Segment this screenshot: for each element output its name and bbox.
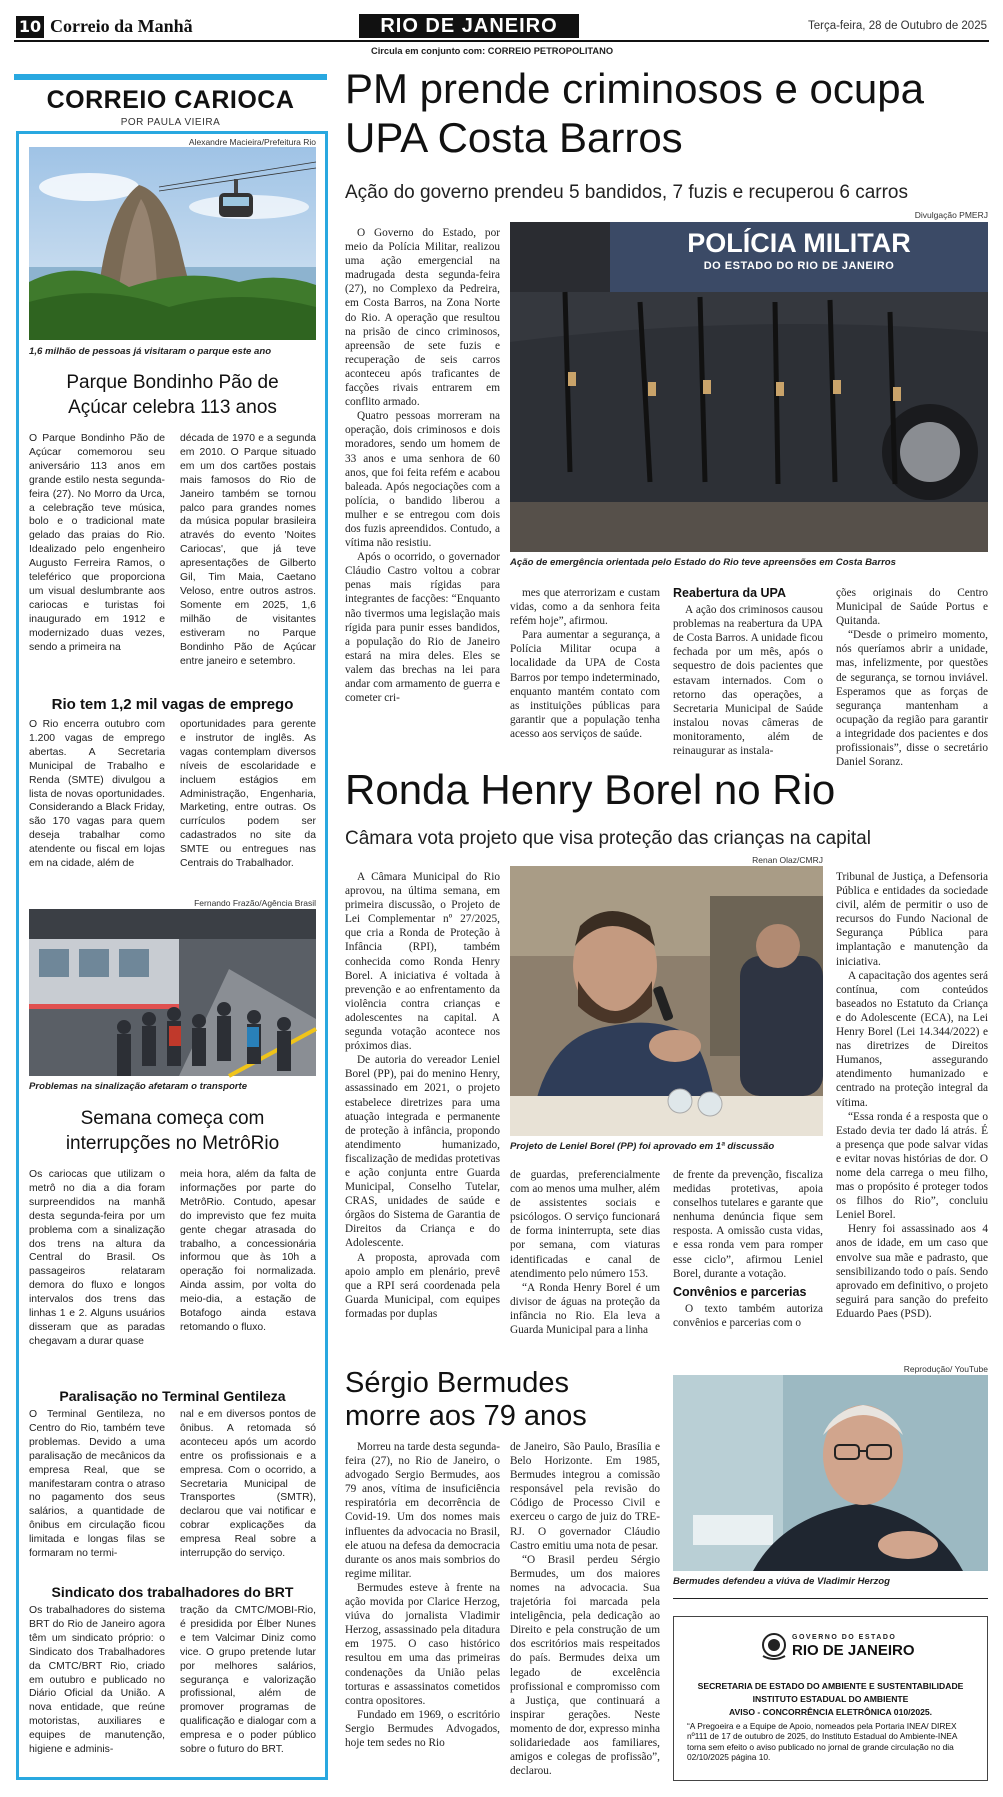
gov-name: RIO DE JANEIRO <box>792 1642 915 1659</box>
lead-subhead: Ação do governo prendeu 5 bandidos, 7 fuzis e recuperou 6 carros <box>345 182 908 203</box>
sergio-bermudes-image <box>673 1375 988 1571</box>
article-column: de Janeiro, São Paulo, Brasília e Belo Horizonte. Em 1985, Bermudes integrou a comissão responsável pela revisão do Código de Processo Civil e exerceu o cargo de juiz do TRE-RJ. O governador Cláudio Castro emitiu uma nota de pesar. “O Brasil perdeu Sérgio Bermudes, um dos maiores nomes na advocacia. Sua trajetória foi marcada pela inteligência, pela dedicação ao Direito e pela construção de um dos escritórios mais respeitados do país. Bermudes deixa um legado de excelência profissional e compromisso com a Justiça, que continuará a inspirar gerações. Neste momento de dor, expresso minha solidariedade aos familiares, amigos e colegas de profissão”, declarou. <box>510 1441 660 1778</box>
photo-credit: Fernando Frazão/Agência Brasil <box>194 898 316 908</box>
photo-caption: Ação de emergência orientada pelo Estado do Rio teve apreensões em Costa Barros <box>510 557 897 568</box>
story-body: tração da CMTC/MOBI-Rio, é presidida por Élber Nunes e tem Valcimar Diniz como vice. O grupo pretende lutar por melhores salários, segurança e valorização profissional, além de promover programas de qualificação e dialogar com a empresa e o poder público sobre o futuro do BRT. <box>180 1605 316 1756</box>
circulation-note: Circula em conjunto com: CORREIO PETROPOLITANO <box>371 46 614 56</box>
story-body: meia hora, além da falta de informações por parte do MetrôRio. Contudo, apesar do imprevisto que fez muita gente chegar atrasada do trabalho, a concessionária informou que às 10h a operação foi normalizada. Ainda assim, por volta do meio-dia, a estação de Botafogo ainda estava retomando o fluxo. <box>180 1169 316 1333</box>
metro-photo <box>29 909 316 1076</box>
story-body: oportunidades para gerente e instrutor de inglês. As vagas contemplam diversos níveis de escolaridade e incluem estágios em Administração, Engenharia, Marketing, entre outras. Os currículos podem ser cadastrados no site da SMTE ou entregues nas Centrais do Trabalhador. <box>180 719 316 870</box>
ad-line: AVISO - CONCORRÊNCIA ELETRÔNICA 010/2025. <box>728 1707 933 1717</box>
story-headline: Paralisação no Terminal Gentileza <box>59 1388 286 1404</box>
sidebar-title: CORREIO CARIOCA <box>46 86 295 114</box>
banner-text: POLÍCIA MILITAR <box>687 228 911 258</box>
photo-caption: Bermudes defendeu a viúva de Vladimir Herzog <box>673 1576 890 1587</box>
article-column: O Governo do Estado, por meio da Polícia Militar, realizou uma ação emergencial na madrugada desta segunda-feira (27), no Complexo da Pedreira, em Costa Barros, na Zona Norte do Rio. A operação que resultou na prisão de cinco criminosos, apreensão de sete fuzis e recuperação de seis carros aconteceu após traficantes de facções rivais entrarem em conflito armado. Quatro pessoas morreram na operação, dois criminosos e dois moradores, sendo um homem de 33 anos e uma senhora de 60 anos, que foi feita refém e acabou baleada. Após negociações com a polícia, o bandido liberou a mulher e se entregou com dois dos fuzis apreendidos. Contudo, a vítima não resistiu. Após o ocorrido, o governador Cláudio Castro voltou a cobrar penas mais rígidas para integrantes de facções: “Enquanto não tivermos uma legislação mais rígida para punir esses bandidos, a população do Rio de Janeiro estará na mira deles. Eles se valem das brechas na lei para andar com armamento de guerra e cometer cri- <box>345 227 500 705</box>
photo-credit: Alexandre Macieira/Prefeitura Rio <box>188 137 316 147</box>
sidebar-byline: POR PAULA VIEIRA <box>120 117 221 128</box>
story-body: década de 1970 e a segunda em 2010. O Parque situado em um dos cartões postais mais famosos do Rio de Janeiro também se tornou palco para grandes nomes da música popular brasileira através do evento 'Noites Cariocas', que já teve apresentações de Gilberto Gil, Tim Maia, Caetano Veloso, entre outros astros. Somente em 2025, 1,6 milhão de visitantes estiveram no Parque Bondinho Pão de Açúcar entre janeiro e setembro. <box>180 433 316 667</box>
ad-body: “A Pregoeira e a Equipe de Apoio, nomeados pela Portaria INEA/ DIREX nº111 de 17 de outubro de 2025, do Instituto Estadual do Ambiente-INEA torna sem efeito o aviso publicado no jornal de grande circulação no dia 02/10/2025 página 10. <box>687 1721 958 1763</box>
lead-headline: PM prende criminosos e ocupa UPA Costa Barros <box>345 65 924 161</box>
sugarloaf-cablecar-image <box>29 147 316 340</box>
story-headline: Parque Bondinho Pão de Açúcar celebra 113 anos <box>66 372 279 418</box>
masthead-rule <box>14 40 989 42</box>
story-body: O Rio encerra outubro com 1.200 vagas de emprego abertas. A Secretaria Municipal de Trabalho e Renda (SMTE) divulgou a lista de novas oportunidades. Considerando a Black Friday, são 170 vagas para quem deseja trabalhar como atendente ou fiscal em lojas em na cidade, além de <box>29 719 165 870</box>
ad-top-rule <box>673 1598 988 1599</box>
lead-headline: Sérgio Bermudes morre aos 79 anos <box>345 1367 587 1432</box>
issue-date: Terça-feira, 28 de Outubro de 2025 <box>807 20 987 32</box>
article-column: de guardas, preferencialmente com ao menos uma mulher, além de assistentes sociais e psicólogos. O serviço funcionará de forma ininterrupta, sete dias por semana, com viaturas identificadas e canal de atendimento pelo número 153. “A Ronda Henry Borel é um divisor de águas na proteção da infância no Rio. Ela leva a Guarda Municipal para a linha <box>510 1169 660 1337</box>
story-body: O Parque Bondinho Pão de Açúcar comemorou seu aniversário 113 anos em grande estilo nesta segunda-feira (27). No Morro da Urca, a celebração teve música, bolo e o tradicional mate gelado das praias do Rio. Idealizado pelo engenheiro Augusto Ferreira Ramos, o teleférico que proporciona um visual deslumbrante aos cariocas e turistas foi inaugurado em 1912 e modernizado duas vezes, sendo a primeira na <box>29 433 165 653</box>
story-body: Os trabalhadores do sistema BRT do Rio de Janeiro agora têm um sindicato próprio: o Sindicato dos Trabalhadores da CMTC/BRT Rio, criado em outubro e publicado no Diário Oficial da União. A nova entidade, que reúne motoristas, auxiliares e equipes de manutenção, higiene e adminis- <box>29 1605 165 1756</box>
metro-platform-image <box>29 909 316 1076</box>
photo-caption: Problemas na sinalização afetaram o transporte <box>29 1081 248 1092</box>
article-column: mes que aterrorizam e custam vidas, como a da senhora feita refém hoje”, afirmou. Para aumentar a segurança, a Polícia Militar ocupa a localidade da UPA de Costa Barros por tempo indeterminado, enquanto mantém contato com as instituições públicas para garantir que a população tenha acesso aos serviços de saúde. <box>510 587 660 740</box>
photo-credit: Reprodução/ YouTube <box>903 1364 988 1374</box>
state-coat-of-arms-icon <box>760 1632 788 1662</box>
ad-line: SECRETARIA DE ESTADO DO AMBIENTE E SUSTENTABILIDADE <box>697 1681 964 1691</box>
story-body: nal e em diversos pontos de ônibus. A retomada só aconteceu após um acordo entre os profissionais e a empresa. Com o ocorrido, a Secretaria Municipal de Transportes (SMTR), declarou que vai notificar e cobrar explicações da empresa Real sobre a interrupção do serviço. <box>180 1409 316 1560</box>
article-column: A Câmara Municipal do Rio aprovou, na última semana, em primeira discussão, o Projeto de Lei Complementar nº 27/2025, que cria a Ronda de Proteção à Infância (RPI), também conhecida como Ronda Henry Borel. A iniciativa é voltada à prevenção e ao enfrentamento da violência contra crianças e adolescentes na capital. A segunda votação acontece nos próximos dias. De autoria do vereador Leniel Borel (PP), pai do menino Henry, assassinado em 2021, o projeto estabelece diretrizes para uma atuação integrada e permanente de proteção à infância, propondo atendimento humanizado, fiscalização de medidas protetivas e ação conjunta entre Guarda Municipal, Conselho Tutelar, CRAS, unidades de saúde e órgãos do Sistema de Garantia de Direitos da Criança e do Adolescente. A proposta, aprovada com apoio amplo em plenário, prevê que a RPI será coordenada pela Guarda Municipal, com equipes formadas por duplas <box>345 871 500 1320</box>
section-subhead: Reabertura da UPA <box>673 586 786 600</box>
section-label: RIO DE JANEIRO <box>359 14 579 38</box>
story-headline: Semana começa com interrupções no MetrôRio <box>65 1108 280 1154</box>
gov-label: GOVERNO DO ESTADO <box>792 1634 897 1641</box>
story-headline: Rio tem 1,2 mil vagas de emprego <box>51 696 294 713</box>
masthead <box>14 12 989 42</box>
ad-line: INSTITUTO ESTADUAL DO AMBIENTE <box>752 1694 909 1704</box>
lead-headline: Ronda Henry Borel no Rio <box>345 766 836 813</box>
public-notice-ad <box>673 1616 988 1781</box>
banner-text: DO ESTADO DO RIO DE JANEIRO <box>703 260 895 272</box>
article-column: Morreu na tarde desta segunda-feira (27), no Rio de Janeiro, o advogado Sergio Bermudes, aos 79 anos, vítima de insuficiência respiratória em decorrência de Covid-19. Um dos nomes mais influentes da advocacia no Brasil, ele atuou na defesa da democracia durante os anos mais sombrios do regime militar. Bermudes esteve à frente na ação movida por Clarice Herzog, viúva do jornalista Vladimir Herzog, assassinado pela ditadura em 1975. O caso histórico resultou em uma das primeiras condenações da União pelas torturas e assassinatos cometidos contra opositores. Fundado em 1969, o escritório Sergio Bermudes Advogados, hoje tem sedes no Rio <box>345 1441 500 1749</box>
paper-name: Correio da Manhã <box>50 16 193 36</box>
leniel-borel-image <box>510 866 823 1136</box>
story-body: O Terminal Gentileza, no Centro do Rio, também teve problemas. Devido a uma paralisação de mecânicos da empresa Real, que se manifestaram contra o atraso no pagamento dos seus salários, a quantidade de ônibus em circulação ficou limitada e longas filas se formaram no termi- <box>29 1409 165 1560</box>
story-headline: Sindicato dos trabalhadores do BRT <box>51 1584 294 1600</box>
article-column: Tribunal de Justiça, a Defensoria Pública e entidades da sociedade civil, além de permitir o uso de recursos do Fundo Nacional de Segurança Pública para implantação e manutenção da iniciativa. A capacitação dos agentes será contínua, com conteúdos baseados no Estatuto da Criança e do Adolescente (ECA), na Lei Henry Borel (Lei 14.344/2022) e nas diretrizes de Direitos Humanos, assegurando atendimento humanizado e centrado na proteção integral da vítima. “Essa ronda é a resposta que o Estado devia ter dado lá atrás. É a presença que pode salvar vidas e evitar novas histórias de dor. O nome dela carrega o meu filho, mas o propósito é proteger todos os filhos do Rio”, concluiu Leniel Borel. Henry foi assassinado aos 4 anos de idade, em um caso que envolve sua mãe e padrasto, que sensibilizando todo o país. Sendo aprovado em definitivo, o projeto seguirá para sanção do prefeito Eduardo Paes (PSD). <box>836 871 988 1320</box>
article-column: Reabertura da UPA A ação dos criminosos causou problemas na reabertura da UPA de Costa Barros. A unidade ficou fechada por um mês, após o sequestro de dois pacientes que estavam internados. Com o retorno das operações, a Secretaria Municipal de Saúde instalou novas câmeras de monitoramento, além de reinaugurar as instala- <box>673 586 823 758</box>
council-photo <box>510 866 823 1136</box>
article-column: de frente da prevenção, fiscaliza medidas protetivas, apoia conselhos tutelares e garante que nenhuma denúncia fique sem resposta. A omissão custa vidas, e essa ronda vem para romper esse ciclo”, afirmou Leniel Borel, durante a votação. Convênios e parcerias O texto também autoriza convênios e parcerias com o <box>673 1169 823 1329</box>
bermudes-photo <box>673 1375 988 1571</box>
article-column: ções originais do Centro Municipal de Saúde Portus e Quitanda. “Desde o primeiro momento, nós queríamos abrir a unidade, mas, infelizmente, por questões de segurança, se tornou inviável. Esperamos que as forças de segurança mantenham a ocupação da região para garantir a integridade dos pacientes e dos profissionais”, disse o secretário Daniel Soranz. <box>836 587 988 769</box>
photo-credit: Renan Olaz/CMRJ <box>752 855 823 865</box>
story-body: Os cariocas que utilizam o metrô no dia a dia foram surpreendidos na manhã desta segunda-feira por um problema com a sinalização dos trens na altura da Central do Brasil. Os passageiros relataram demora do fluxo e longos intervalos dos trens das linhas 1 e 2. Alguns usuários disseram que as paradas chegavam a durar quase <box>29 1169 165 1347</box>
page-number: 10 <box>16 16 44 38</box>
sidebar-accent-bar <box>14 74 327 80</box>
section-subhead: Convênios e parcerias <box>673 1284 807 1299</box>
photo-caption: Projeto de Leniel Borel (PP) foi aprovado em 1ª discussão <box>510 1141 775 1152</box>
lead-subhead: Câmara vota projeto que visa proteção das crianças na capital <box>345 828 871 849</box>
photo-caption: 1,6 milhão de pessoas já visitaram o parque este ano <box>29 346 272 357</box>
photo-credit: Divulgação PMERJ <box>914 210 988 220</box>
sugarloaf-photo <box>29 147 316 340</box>
